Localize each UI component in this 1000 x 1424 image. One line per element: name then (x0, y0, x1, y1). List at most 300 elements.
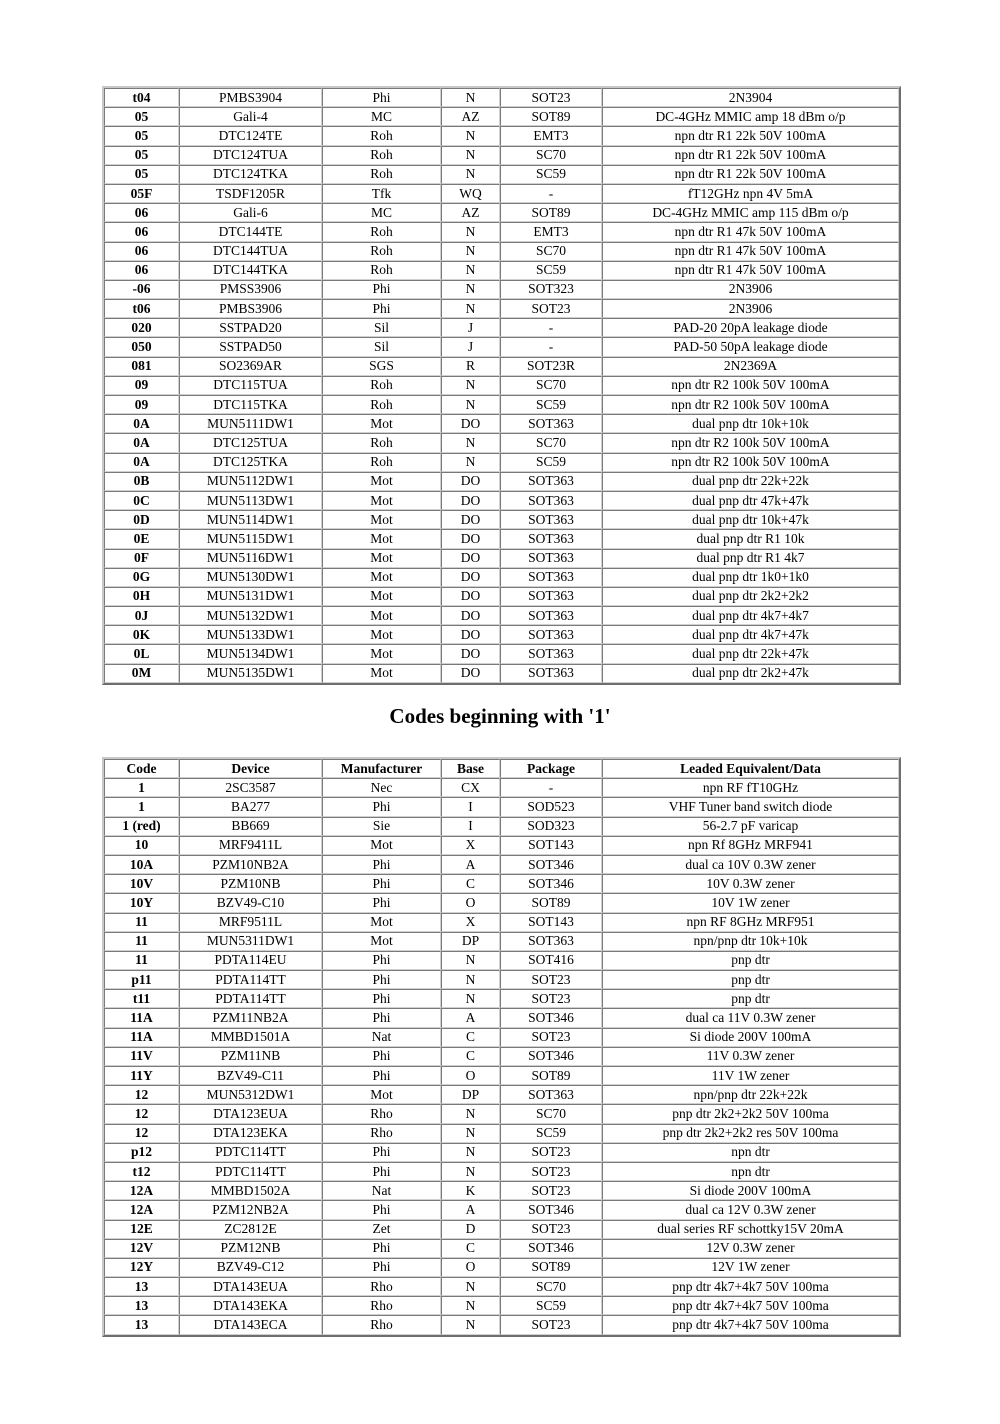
data-cell: 12V 0.3W zener (602, 1239, 899, 1258)
code-cell: 1 (104, 797, 179, 816)
package-cell: SOD323 (500, 817, 602, 836)
code-cell: 1 (104, 778, 179, 797)
code-cell: 0K (104, 625, 179, 644)
device-cell: MUN5132DW1 (179, 606, 322, 625)
data-cell: npn dtr R2 100k 50V 100mA (602, 395, 899, 414)
code-cell: 12V (104, 1239, 179, 1258)
table-row (104, 855, 899, 874)
manufacturer-cell: Mot (322, 491, 441, 510)
table-row (104, 1181, 899, 1200)
data-cell: dual pnp dtr 2k2+47k (602, 664, 899, 683)
manufacturer-cell: Phi (322, 797, 441, 816)
table-row (104, 510, 899, 529)
device-cell: DTC124TUA (179, 146, 322, 165)
manufacturer-cell: Phi (322, 1143, 441, 1162)
base-cell: N (441, 280, 500, 299)
base-cell: N (441, 453, 500, 472)
base-cell: N (441, 376, 500, 395)
package-cell: SOT363 (500, 472, 602, 491)
code-cell: 10 (104, 836, 179, 855)
manufacturer-cell: Rho (322, 1277, 441, 1296)
data-cell: pnp dtr 2k2+2k2 res 50V 100ma (602, 1124, 899, 1143)
device-cell: MUN5133DW1 (179, 625, 322, 644)
table-row (104, 1047, 899, 1066)
code-cell: 10Y (104, 893, 179, 912)
base-cell: N (441, 299, 500, 318)
data-cell: npn/pnp dtr 10k+10k (602, 932, 899, 951)
table-row (104, 337, 899, 356)
data-cell: 10V 0.3W zener (602, 874, 899, 893)
data-cell: dual pnp dtr 10k+10k (602, 414, 899, 433)
package-cell: SOT323 (500, 280, 602, 299)
code-cell: t11 (104, 989, 179, 1008)
package-cell: SOT363 (500, 587, 602, 606)
code-cell: 0M (104, 664, 179, 683)
package-cell: SOT363 (500, 568, 602, 587)
manufacturer-cell: Nat (322, 1181, 441, 1200)
device-cell: MUN5312DW1 (179, 1085, 322, 1104)
code-cell: 0E (104, 529, 179, 548)
table-row (104, 165, 899, 184)
manufacturer-cell: Nat (322, 1028, 441, 1047)
device-cell: PMBS3906 (179, 299, 322, 318)
code-cell: 0B (104, 472, 179, 491)
device-cell: MUN5112DW1 (179, 472, 322, 491)
header-leaded-equivalent: Leaded Equivalent/Data (602, 759, 899, 778)
manufacturer-cell: Mot (322, 549, 441, 568)
table-row (104, 357, 899, 376)
code-cell: 11 (104, 951, 179, 970)
header-manufacturer: Manufacturer (322, 759, 441, 778)
manufacturer-cell: MC (322, 107, 441, 126)
manufacturer-cell: Phi (322, 1200, 441, 1219)
code-cell: 020 (104, 318, 179, 337)
table-row (104, 1085, 899, 1104)
package-cell: SOT23 (500, 88, 602, 107)
code-cell: 06 (104, 242, 179, 261)
base-cell: WQ (441, 184, 500, 203)
device-cell: PZM12NB2A (179, 1200, 322, 1219)
package-cell: SOT89 (500, 1066, 602, 1085)
table-row (104, 1066, 899, 1085)
device-cell: DTA143ECA (179, 1315, 322, 1334)
device-cell: DTC124TKA (179, 165, 322, 184)
base-cell: DO (441, 472, 500, 491)
manufacturer-cell: Phi (322, 1258, 441, 1277)
code-cell: p12 (104, 1143, 179, 1162)
manufacturer-cell: Zet (322, 1220, 441, 1239)
manufacturer-cell: Sil (322, 337, 441, 356)
device-cell: PMBS3904 (179, 88, 322, 107)
manufacturer-cell: Roh (322, 261, 441, 280)
device-cell: 2SC3587 (179, 778, 322, 797)
table-row (104, 989, 899, 1008)
base-cell: N (441, 1104, 500, 1123)
base-cell: I (441, 817, 500, 836)
package-cell: SOT23 (500, 970, 602, 989)
data-cell: 12V 1W zener (602, 1258, 899, 1277)
manufacturer-cell: MC (322, 203, 441, 222)
header-package: Package (500, 759, 602, 778)
device-cell: DTA143EKA (179, 1296, 322, 1315)
manufacturer-cell: Roh (322, 453, 441, 472)
code-cell: 10V (104, 874, 179, 893)
data-cell: Si diode 200V 100mA (602, 1028, 899, 1047)
device-cell: PDTC114TT (179, 1162, 322, 1181)
package-cell: SOT23 (500, 1220, 602, 1239)
data-cell: 2N3906 (602, 280, 899, 299)
code-cell: 05F (104, 184, 179, 203)
device-cell: MUN5111DW1 (179, 414, 322, 433)
package-cell: SC70 (500, 376, 602, 395)
package-cell: - (500, 778, 602, 797)
device-cell: BA277 (179, 797, 322, 816)
device-cell: MUN5311DW1 (179, 932, 322, 951)
data-cell: fT12GHz npn 4V 5mA (602, 184, 899, 203)
base-cell: DO (441, 606, 500, 625)
manufacturer-cell: Phi (322, 970, 441, 989)
code-cell: 13 (104, 1296, 179, 1315)
manufacturer-cell: Roh (322, 242, 441, 261)
manufacturer-cell: Mot (322, 587, 441, 606)
package-cell: SC70 (500, 433, 602, 452)
package-cell: SC59 (500, 1296, 602, 1315)
data-cell: dual series RF schottky15V 20mA (602, 1220, 899, 1239)
table-row (104, 817, 899, 836)
base-cell: N (441, 1296, 500, 1315)
device-cell: DTC115TUA (179, 376, 322, 395)
device-cell: PDTC114TT (179, 1143, 322, 1162)
code-cell: 13 (104, 1277, 179, 1296)
table-row (104, 549, 899, 568)
base-cell: A (441, 1200, 500, 1219)
smd-codes-table-0 (102, 86, 901, 685)
table-row (104, 874, 899, 893)
table-row (104, 472, 899, 491)
table-row (104, 1008, 899, 1027)
base-cell: N (441, 146, 500, 165)
table-row (104, 242, 899, 261)
manufacturer-cell: Rho (322, 1296, 441, 1315)
device-cell: Gali-6 (179, 203, 322, 222)
data-cell: dual ca 12V 0.3W zener (602, 1200, 899, 1219)
package-cell: SOT363 (500, 625, 602, 644)
data-cell: npn dtr R2 100k 50V 100mA (602, 433, 899, 452)
package-cell: SOT346 (500, 1200, 602, 1219)
code-cell: 06 (104, 203, 179, 222)
code-cell: 12 (104, 1085, 179, 1104)
data-cell: npn dtr R1 47k 50V 100mA (602, 242, 899, 261)
data-cell: dual pnp dtr R1 4k7 (602, 549, 899, 568)
base-cell: C (441, 1028, 500, 1047)
data-cell: pnp dtr (602, 989, 899, 1008)
table-row (104, 1124, 899, 1143)
manufacturer-cell: Mot (322, 1085, 441, 1104)
manufacturer-cell: Phi (322, 1066, 441, 1085)
table-row (104, 261, 899, 280)
data-cell: dual pnp dtr 10k+47k (602, 510, 899, 529)
table-row (104, 913, 899, 932)
manufacturer-cell: Phi (322, 299, 441, 318)
code-cell: 09 (104, 395, 179, 414)
data-cell: pnp dtr 4k7+4k7 50V 100ma (602, 1277, 899, 1296)
data-cell: pnp dtr 4k7+4k7 50V 100ma (602, 1296, 899, 1315)
base-cell: DO (441, 625, 500, 644)
device-cell: MMBD1501A (179, 1028, 322, 1047)
code-cell: 11 (104, 913, 179, 932)
base-cell: C (441, 874, 500, 893)
data-cell: dual pnp dtr 1k0+1k0 (602, 568, 899, 587)
package-cell: - (500, 184, 602, 203)
device-cell: PZM10NB2A (179, 855, 322, 874)
table-row (104, 222, 899, 241)
table-row (104, 1258, 899, 1277)
manufacturer-cell: Mot (322, 472, 441, 491)
table-row (104, 529, 899, 548)
table-row (104, 664, 899, 683)
package-cell: SOT363 (500, 1085, 602, 1104)
package-cell: SOT346 (500, 855, 602, 874)
base-cell: N (441, 1162, 500, 1181)
manufacturer-cell: Roh (322, 222, 441, 241)
manufacturer-cell: Phi (322, 1047, 441, 1066)
header-device: Device (179, 759, 322, 778)
package-cell: SOT23 (500, 1162, 602, 1181)
table-row (104, 893, 899, 912)
table-row (104, 126, 899, 145)
code-cell: 081 (104, 357, 179, 376)
base-cell: A (441, 855, 500, 874)
package-cell: SC70 (500, 1277, 602, 1296)
data-cell: pnp dtr (602, 951, 899, 970)
device-cell: MUN5116DW1 (179, 549, 322, 568)
table-row (104, 1162, 899, 1181)
manufacturer-cell: Tfk (322, 184, 441, 203)
data-cell: pnp dtr 2k2+2k2 50V 100ma (602, 1104, 899, 1123)
device-cell: MUN5114DW1 (179, 510, 322, 529)
data-cell: dual pnp dtr 47k+47k (602, 491, 899, 510)
package-cell: SOT23R (500, 357, 602, 376)
device-cell: PZM12NB (179, 1239, 322, 1258)
base-cell: N (441, 242, 500, 261)
device-cell: DTC144TKA (179, 261, 322, 280)
manufacturer-cell: Phi (322, 1162, 441, 1181)
base-cell: DO (441, 587, 500, 606)
manufacturer-cell: Phi (322, 893, 441, 912)
code-cell: 11A (104, 1028, 179, 1047)
data-cell: 10V 1W zener (602, 893, 899, 912)
base-cell: D (441, 1220, 500, 1239)
manufacturer-cell: Mot (322, 664, 441, 683)
code-cell: 06 (104, 261, 179, 280)
table-row (104, 203, 899, 222)
manufacturer-cell: Mot (322, 529, 441, 548)
table-header (104, 759, 899, 778)
code-cell: 13 (104, 1315, 179, 1334)
package-cell: SOT89 (500, 203, 602, 222)
table-row (104, 1200, 899, 1219)
base-cell: N (441, 126, 500, 145)
manufacturer-cell: Mot (322, 625, 441, 644)
device-cell: PZM11NB (179, 1047, 322, 1066)
code-cell: 05 (104, 165, 179, 184)
code-cell: p11 (104, 970, 179, 989)
data-cell: dual pnp dtr R1 10k (602, 529, 899, 548)
manufacturer-cell: Phi (322, 989, 441, 1008)
manufacturer-cell: Rho (322, 1315, 441, 1334)
code-cell: 06 (104, 222, 179, 241)
table-row (104, 414, 899, 433)
manufacturer-cell: Mot (322, 568, 441, 587)
device-cell: BZV49-C10 (179, 893, 322, 912)
package-cell: SOT143 (500, 836, 602, 855)
base-cell: N (441, 1143, 500, 1162)
base-cell: X (441, 836, 500, 855)
base-cell: J (441, 337, 500, 356)
header-code: Code (104, 759, 179, 778)
device-cell: MUN5135DW1 (179, 664, 322, 683)
code-cell: 05 (104, 126, 179, 145)
code-cell: 11V (104, 1047, 179, 1066)
data-cell: Si diode 200V 100mA (602, 1181, 899, 1200)
data-cell: 11V 0.3W zener (602, 1047, 899, 1066)
base-cell: R (441, 357, 500, 376)
base-cell: O (441, 1066, 500, 1085)
device-cell: ZC2812E (179, 1220, 322, 1239)
manufacturer-cell: Roh (322, 146, 441, 165)
manufacturer-cell: Roh (322, 126, 441, 145)
data-cell: npn dtr R1 22k 50V 100mA (602, 165, 899, 184)
data-cell: dual pnp dtr 22k+47k (602, 644, 899, 663)
table-body (104, 778, 899, 1334)
code-cell: 05 (104, 146, 179, 165)
base-cell: DO (441, 491, 500, 510)
code-cell: 12A (104, 1200, 179, 1219)
code-cell: 09 (104, 376, 179, 395)
code-cell: 0G (104, 568, 179, 587)
package-cell: SOT363 (500, 549, 602, 568)
data-cell: pnp dtr (602, 970, 899, 989)
device-cell: SO2369AR (179, 357, 322, 376)
code-cell: 12Y (104, 1258, 179, 1277)
base-cell: DO (441, 549, 500, 568)
device-cell: BB669 (179, 817, 322, 836)
table-row (104, 318, 899, 337)
code-cell: t12 (104, 1162, 179, 1181)
table-row (104, 568, 899, 587)
base-cell: N (441, 989, 500, 1008)
package-cell: SOT23 (500, 1315, 602, 1334)
base-cell: O (441, 1258, 500, 1277)
code-cell: 05 (104, 107, 179, 126)
device-cell: MRF9511L (179, 913, 322, 932)
table-row (104, 1220, 899, 1239)
code-cell: 12A (104, 1181, 179, 1200)
package-cell: SOT89 (500, 107, 602, 126)
data-cell: dual ca 11V 0.3W zener (602, 1008, 899, 1027)
data-cell: dual ca 10V 0.3W zener (602, 855, 899, 874)
code-cell: 0A (104, 433, 179, 452)
data-cell: npn Rf 8GHz MRF941 (602, 836, 899, 855)
package-cell: SC70 (500, 242, 602, 261)
data-cell: dual pnp dtr 2k2+2k2 (602, 587, 899, 606)
base-cell: K (441, 1181, 500, 1200)
device-cell: MUN5113DW1 (179, 491, 322, 510)
data-cell: 2N3906 (602, 299, 899, 318)
table-row (104, 1277, 899, 1296)
table-row (104, 280, 899, 299)
data-cell: DC-4GHz MMIC amp 115 dBm o/p (602, 203, 899, 222)
package-cell: SOT346 (500, 874, 602, 893)
code-cell: 0F (104, 549, 179, 568)
table-row (104, 453, 899, 472)
table-body (104, 88, 899, 683)
manufacturer-cell: Mot (322, 913, 441, 932)
package-cell: EMT3 (500, 222, 602, 241)
base-cell: C (441, 1239, 500, 1258)
table-row (104, 1104, 899, 1123)
package-cell: EMT3 (500, 126, 602, 145)
device-cell: SSTPAD20 (179, 318, 322, 337)
manufacturer-cell: Phi (322, 951, 441, 970)
code-cell: t06 (104, 299, 179, 318)
base-cell: DO (441, 644, 500, 663)
table-row (104, 184, 899, 203)
package-cell: SOT363 (500, 491, 602, 510)
data-cell: npn dtr R1 22k 50V 100mA (602, 126, 899, 145)
table-row (104, 1239, 899, 1258)
code-cell: t04 (104, 88, 179, 107)
data-cell: npn dtr R2 100k 50V 100mA (602, 453, 899, 472)
manufacturer-cell: Rho (322, 1104, 441, 1123)
table-row (104, 606, 899, 625)
manufacturer-cell: Mot (322, 510, 441, 529)
data-cell: DC-4GHz MMIC amp 18 dBm o/p (602, 107, 899, 126)
base-cell: N (441, 433, 500, 452)
table-row (104, 587, 899, 606)
base-cell: N (441, 395, 500, 414)
manufacturer-cell: Mot (322, 414, 441, 433)
manufacturer-cell: Sie (322, 817, 441, 836)
package-cell: SOT346 (500, 1047, 602, 1066)
base-cell: DO (441, 568, 500, 587)
data-cell: npn RF 8GHz MRF951 (602, 913, 899, 932)
package-cell: SOT363 (500, 664, 602, 683)
device-cell: DTC125TKA (179, 453, 322, 472)
data-cell: npn dtr (602, 1143, 899, 1162)
manufacturer-cell: Mot (322, 606, 441, 625)
table-row (104, 1296, 899, 1315)
table-row (104, 376, 899, 395)
device-cell: MMBD1502A (179, 1181, 322, 1200)
base-cell: DP (441, 1085, 500, 1104)
base-cell: CX (441, 778, 500, 797)
code-cell: 12E (104, 1220, 179, 1239)
manufacturer-cell: Roh (322, 433, 441, 452)
device-cell: PDTA114TT (179, 989, 322, 1008)
table-row (104, 778, 899, 797)
device-cell: TSDF1205R (179, 184, 322, 203)
data-cell: dual pnp dtr 22k+22k (602, 472, 899, 491)
device-cell: PZM11NB2A (179, 1008, 322, 1027)
device-cell: DTA123EUA (179, 1104, 322, 1123)
code-cell: 11A (104, 1008, 179, 1027)
package-cell: SOT363 (500, 414, 602, 433)
data-cell: npn dtr (602, 1162, 899, 1181)
base-cell: N (441, 1277, 500, 1296)
device-cell: MUN5130DW1 (179, 568, 322, 587)
device-cell: BZV49-C11 (179, 1066, 322, 1085)
